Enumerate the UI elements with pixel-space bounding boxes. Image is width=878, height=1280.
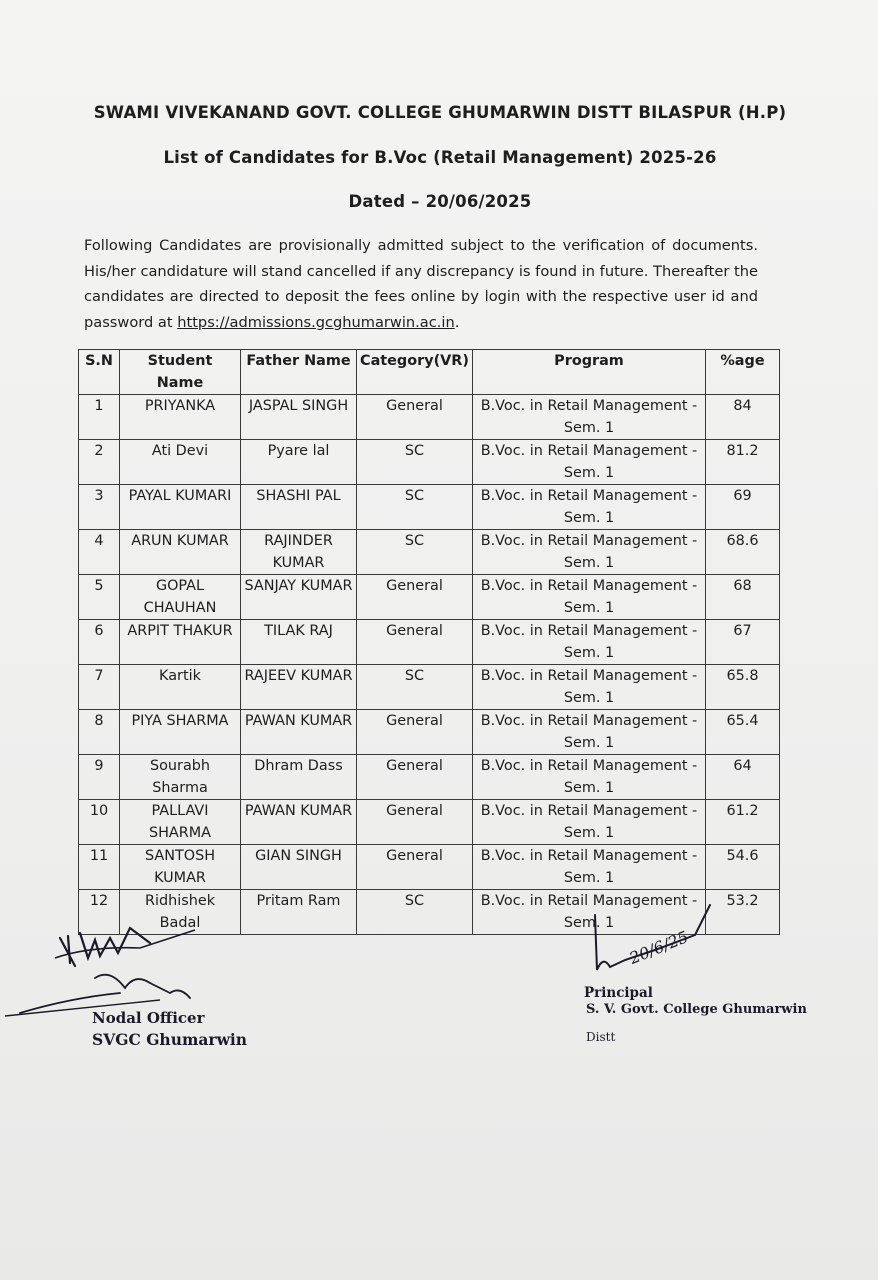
- cell-father-name: RAJEEV KUMAR: [241, 665, 357, 710]
- cell-category: SC: [357, 485, 473, 530]
- cell-percentage: 64: [706, 755, 780, 800]
- cell-sn: 9: [79, 755, 120, 800]
- cell-category: SC: [357, 665, 473, 710]
- cell-category: General: [357, 620, 473, 665]
- cell-sn: 12: [79, 890, 120, 935]
- cell-category: SC: [357, 890, 473, 935]
- cell-category: General: [357, 710, 473, 755]
- cell-father-name: SHASHI PAL: [241, 485, 357, 530]
- table-row: [79, 845, 780, 890]
- cell-program: B.Voc. in Retail Management - Sem. 1: [473, 395, 706, 440]
- cell-percentage: 84: [706, 395, 780, 440]
- cell-student-name: Sourabh Sharma: [120, 755, 241, 800]
- cell-program: B.Voc. in Retail Management - Sem. 1: [473, 755, 706, 800]
- cell-category: SC: [357, 530, 473, 575]
- cell-program: B.Voc. in Retail Management - Sem. 1: [473, 575, 706, 620]
- cell-percentage: 61.2: [706, 800, 780, 845]
- cell-program: B.Voc. in Retail Management - Sem. 1: [473, 665, 706, 710]
- cell-program: B.Voc. in Retail Management - Sem. 1: [473, 800, 706, 845]
- table-row: [79, 620, 780, 665]
- cell-student-name: Ati Devi: [120, 440, 241, 485]
- cell-percentage: 54.6: [706, 845, 780, 890]
- cell-father-name: JASPAL SINGH: [241, 395, 357, 440]
- cell-father-name: PAWAN KUMAR: [241, 710, 357, 755]
- cell-category: SC: [357, 440, 473, 485]
- cell-percentage: 53.2: [706, 890, 780, 935]
- cell-father-name: Pritam Ram: [241, 890, 357, 935]
- table-row: [79, 530, 780, 575]
- list-title: List of Candidates for B.Voc (Retail Management) 2025-26: [163, 148, 717, 167]
- cell-father-name: Pyare lal: [241, 440, 357, 485]
- cell-percentage: 67: [706, 620, 780, 665]
- cell-student-name: PALLAVI SHARMA: [120, 800, 241, 845]
- table-row: [79, 710, 780, 755]
- cell-sn: 2: [79, 440, 120, 485]
- cell-program: B.Voc. in Retail Management - Sem. 1: [473, 845, 706, 890]
- cell-father-name: PAWAN KUMAR: [241, 800, 357, 845]
- cell-sn: 11: [79, 845, 120, 890]
- nodal-officer-title: Nodal Officer: [92, 1009, 205, 1027]
- cell-program: B.Voc. in Retail Management - Sem. 1: [473, 890, 706, 935]
- cell-student-name: Kartik: [120, 665, 241, 710]
- cell-category: General: [357, 845, 473, 890]
- cell-percentage: 69: [706, 485, 780, 530]
- cell-program: B.Voc. in Retail Management - Sem. 1: [473, 440, 706, 485]
- cell-father-name: RAJINDER KUMAR: [241, 530, 357, 575]
- cell-sn: 4: [79, 530, 120, 575]
- cell-percentage: 81.2: [706, 440, 780, 485]
- candidates-table: [78, 349, 780, 935]
- principal-title: Principal: [584, 985, 653, 1001]
- cell-category: General: [357, 575, 473, 620]
- table-row: [79, 575, 780, 620]
- cell-student-name: GOPAL CHAUHAN: [120, 575, 241, 620]
- cell-category: General: [357, 800, 473, 845]
- cell-sn: 10: [79, 800, 120, 845]
- cell-father-name: Dhram Dass: [241, 755, 357, 800]
- table-row: [79, 440, 780, 485]
- cell-sn: 6: [79, 620, 120, 665]
- principal-college: S. V. Govt. College Ghumarwin: [586, 1002, 807, 1017]
- cell-category: General: [357, 395, 473, 440]
- cell-program: B.Voc. in Retail Management - Sem. 1: [473, 530, 706, 575]
- intro-end: .: [454, 313, 460, 331]
- cell-student-name: Ridhishek Badal: [120, 890, 241, 935]
- principal-district: Distt: [586, 1030, 616, 1044]
- intro-text: Following Candidates are provisionally admitted subject to the verification of documents. His/her candidature will stand cancelled if any discrepancy is found in future. Thereafter the candidates are directed to deposit the fees online by login with the respective user id and password at: [84, 237, 758, 331]
- intro-paragraph: [84, 233, 758, 335]
- cell-percentage: 68.6: [706, 530, 780, 575]
- table-row: [79, 800, 780, 845]
- header-sn: S.N: [79, 350, 120, 395]
- cell-sn: 8: [79, 710, 120, 755]
- cell-father-name: SANJAY KUMAR: [241, 575, 357, 620]
- cell-student-name: PRIYANKA: [120, 395, 241, 440]
- cell-student-name: PIYA SHARMA: [120, 710, 241, 755]
- cell-percentage: 68: [706, 575, 780, 620]
- table-header-row: [79, 350, 780, 395]
- dated-line: Dated – 20/06/2025: [348, 192, 532, 211]
- cell-program: B.Voc. in Retail Management - Sem. 1: [473, 710, 706, 755]
- table-row: [79, 485, 780, 530]
- header-student-name: Student Name: [120, 350, 241, 395]
- cell-sn: 1: [79, 395, 120, 440]
- cell-student-name: ARPIT THAKUR: [120, 620, 241, 665]
- cell-percentage: 65.4: [706, 710, 780, 755]
- cell-father-name: GIAN SINGH: [241, 845, 357, 890]
- cell-percentage: 65.8: [706, 665, 780, 710]
- header-percentage: %age: [706, 350, 780, 395]
- nodal-officer-college: SVGC Ghumarwin: [92, 1030, 248, 1049]
- header-category: Category(VR): [357, 350, 473, 395]
- cell-category: General: [357, 755, 473, 800]
- table-row: [79, 755, 780, 800]
- cell-father-name: TILAK RAJ: [241, 620, 357, 665]
- college-title: SWAMI VIVEKANAND GOVT. COLLEGE GHUMARWIN DISTT BILASPUR (H.P): [93, 103, 787, 122]
- cell-sn: 7: [79, 665, 120, 710]
- header-father-name: Father Name: [241, 350, 357, 395]
- cell-program: B.Voc. in Retail Management - Sem. 1: [473, 620, 706, 665]
- principal-date: 20/6/25: [626, 927, 692, 968]
- cell-student-name: PAYAL KUMARI: [120, 485, 241, 530]
- table-row: [79, 395, 780, 440]
- header-program: Program: [473, 350, 706, 395]
- cell-student-name: ARUN KUMAR: [120, 530, 241, 575]
- cell-sn: 3: [79, 485, 120, 530]
- table-row: [79, 665, 780, 710]
- cell-sn: 5: [79, 575, 120, 620]
- cell-program: B.Voc. in Retail Management - Sem. 1: [473, 485, 706, 530]
- admissions-link[interactable]: https://admissions.gcghumarwin.ac.in: [177, 313, 455, 331]
- cell-student-name: SANTOSH KUMAR: [120, 845, 241, 890]
